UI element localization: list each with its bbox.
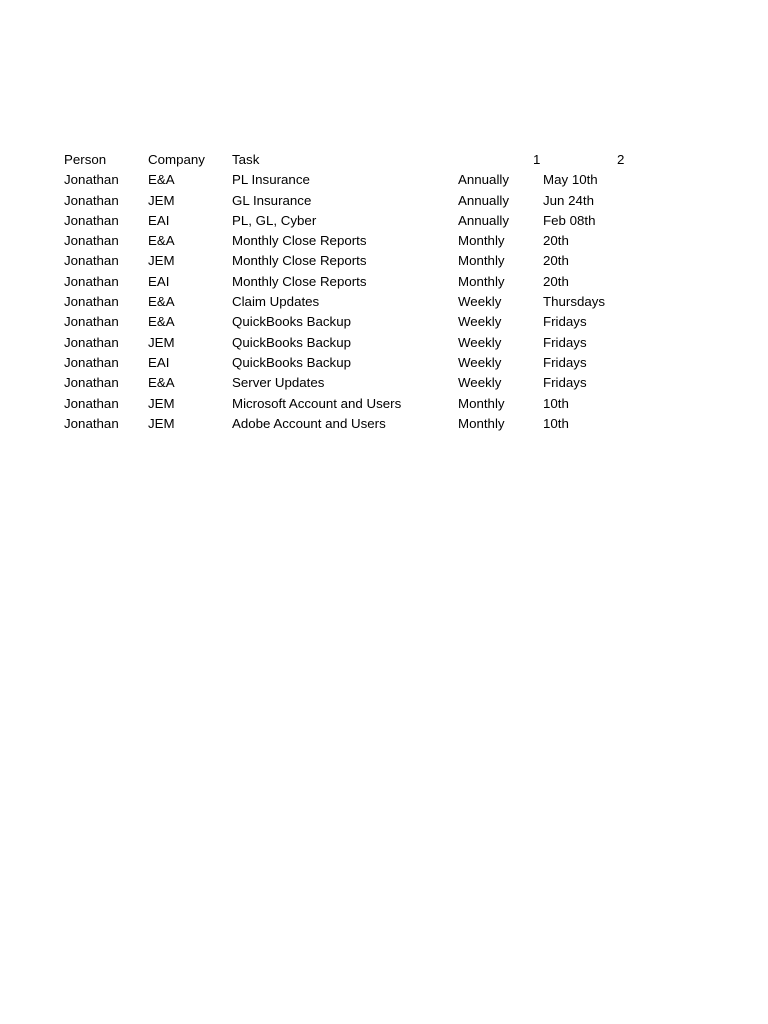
task-cell: QuickBooks Backup xyxy=(232,334,351,350)
task-cell: Monthly Close Reports xyxy=(232,273,367,289)
header-column-1: 1 xyxy=(533,152,541,167)
frequency-cell: Monthly xyxy=(458,253,505,269)
person-cell: Jonathan xyxy=(64,233,119,249)
due-cell: 20th xyxy=(543,273,569,289)
company-cell: E&A xyxy=(148,233,175,249)
task-cell: QuickBooks Backup xyxy=(232,354,351,370)
company-cell: E&A xyxy=(148,314,175,330)
task-cell: GL Insurance xyxy=(232,192,312,208)
task-cell: Monthly Close Reports xyxy=(232,233,367,249)
company-cell: E&A xyxy=(148,375,175,391)
person-cell: Jonathan xyxy=(64,253,119,269)
frequency-cell: Monthly xyxy=(458,233,505,249)
due-cell: 20th xyxy=(543,233,569,249)
due-cell: 10th xyxy=(543,415,569,431)
company-cell: EAI xyxy=(148,354,170,370)
frequency-cell: Annually xyxy=(458,172,510,188)
company-cell: EAI xyxy=(148,212,170,228)
person-cell: Jonathan xyxy=(64,192,119,208)
person-cell: Jonathan xyxy=(64,172,119,188)
due-cell: Feb 08th xyxy=(543,212,596,228)
company-cell: JEM xyxy=(148,334,175,350)
task-cell: Adobe Account and Users xyxy=(232,415,386,431)
header-task: Task xyxy=(232,152,260,167)
due-cell: 10th xyxy=(543,395,569,411)
frequency-cell: Annually xyxy=(458,192,510,208)
task-cell: Claim Updates xyxy=(232,294,320,310)
company-cell: JEM xyxy=(148,395,175,411)
task-cell: PL, GL, Cyber xyxy=(232,212,317,228)
person-cell: Jonathan xyxy=(64,375,119,391)
person-cell: Jonathan xyxy=(64,273,119,289)
company-cell: JEM xyxy=(148,253,175,269)
frequency-cell: Weekly xyxy=(458,354,502,370)
frequency-cell: Monthly xyxy=(458,273,505,289)
due-cell: 20th xyxy=(543,253,569,269)
due-cell: Fridays xyxy=(543,334,587,350)
company-cell: JEM xyxy=(148,192,175,208)
person-cell: Jonathan xyxy=(64,212,119,228)
due-cell: Fridays xyxy=(543,375,587,391)
person-cell: Jonathan xyxy=(64,294,119,310)
person-cell: Jonathan xyxy=(64,314,119,330)
person-cell: Jonathan xyxy=(64,395,119,411)
header-column-2: 2 xyxy=(617,152,625,167)
task-cell: Monthly Close Reports xyxy=(232,253,367,269)
company-cell: EAI xyxy=(148,273,170,289)
frequency-cell: Monthly xyxy=(458,415,505,431)
person-cell: Jonathan xyxy=(64,415,119,431)
frequency-cell: Weekly xyxy=(458,334,502,350)
company-cell: E&A xyxy=(148,294,175,310)
due-cell: Fridays xyxy=(543,314,587,330)
person-cell: Jonathan xyxy=(64,354,119,370)
company-cell: E&A xyxy=(148,172,175,188)
frequency-cell: Weekly xyxy=(458,294,502,310)
person-cell: Jonathan xyxy=(64,334,119,350)
due-cell: Jun 24th xyxy=(543,192,595,208)
frequency-cell: Annually xyxy=(458,212,510,228)
due-cell: Fridays xyxy=(543,354,587,370)
frequency-cell: Monthly xyxy=(458,395,505,411)
task-cell: PL Insurance xyxy=(232,172,310,188)
task-cell: Server Updates xyxy=(232,375,325,391)
task-cell: QuickBooks Backup xyxy=(232,314,351,330)
header-company: Company xyxy=(148,152,205,167)
frequency-cell: Weekly xyxy=(458,375,502,391)
company-cell: JEM xyxy=(148,415,175,431)
due-cell: Thursdays xyxy=(543,294,606,310)
task-cell: Microsoft Account and Users xyxy=(232,395,402,411)
frequency-cell: Weekly xyxy=(458,314,502,330)
due-cell: May 10th xyxy=(543,172,598,188)
header-person: Person xyxy=(64,152,107,167)
